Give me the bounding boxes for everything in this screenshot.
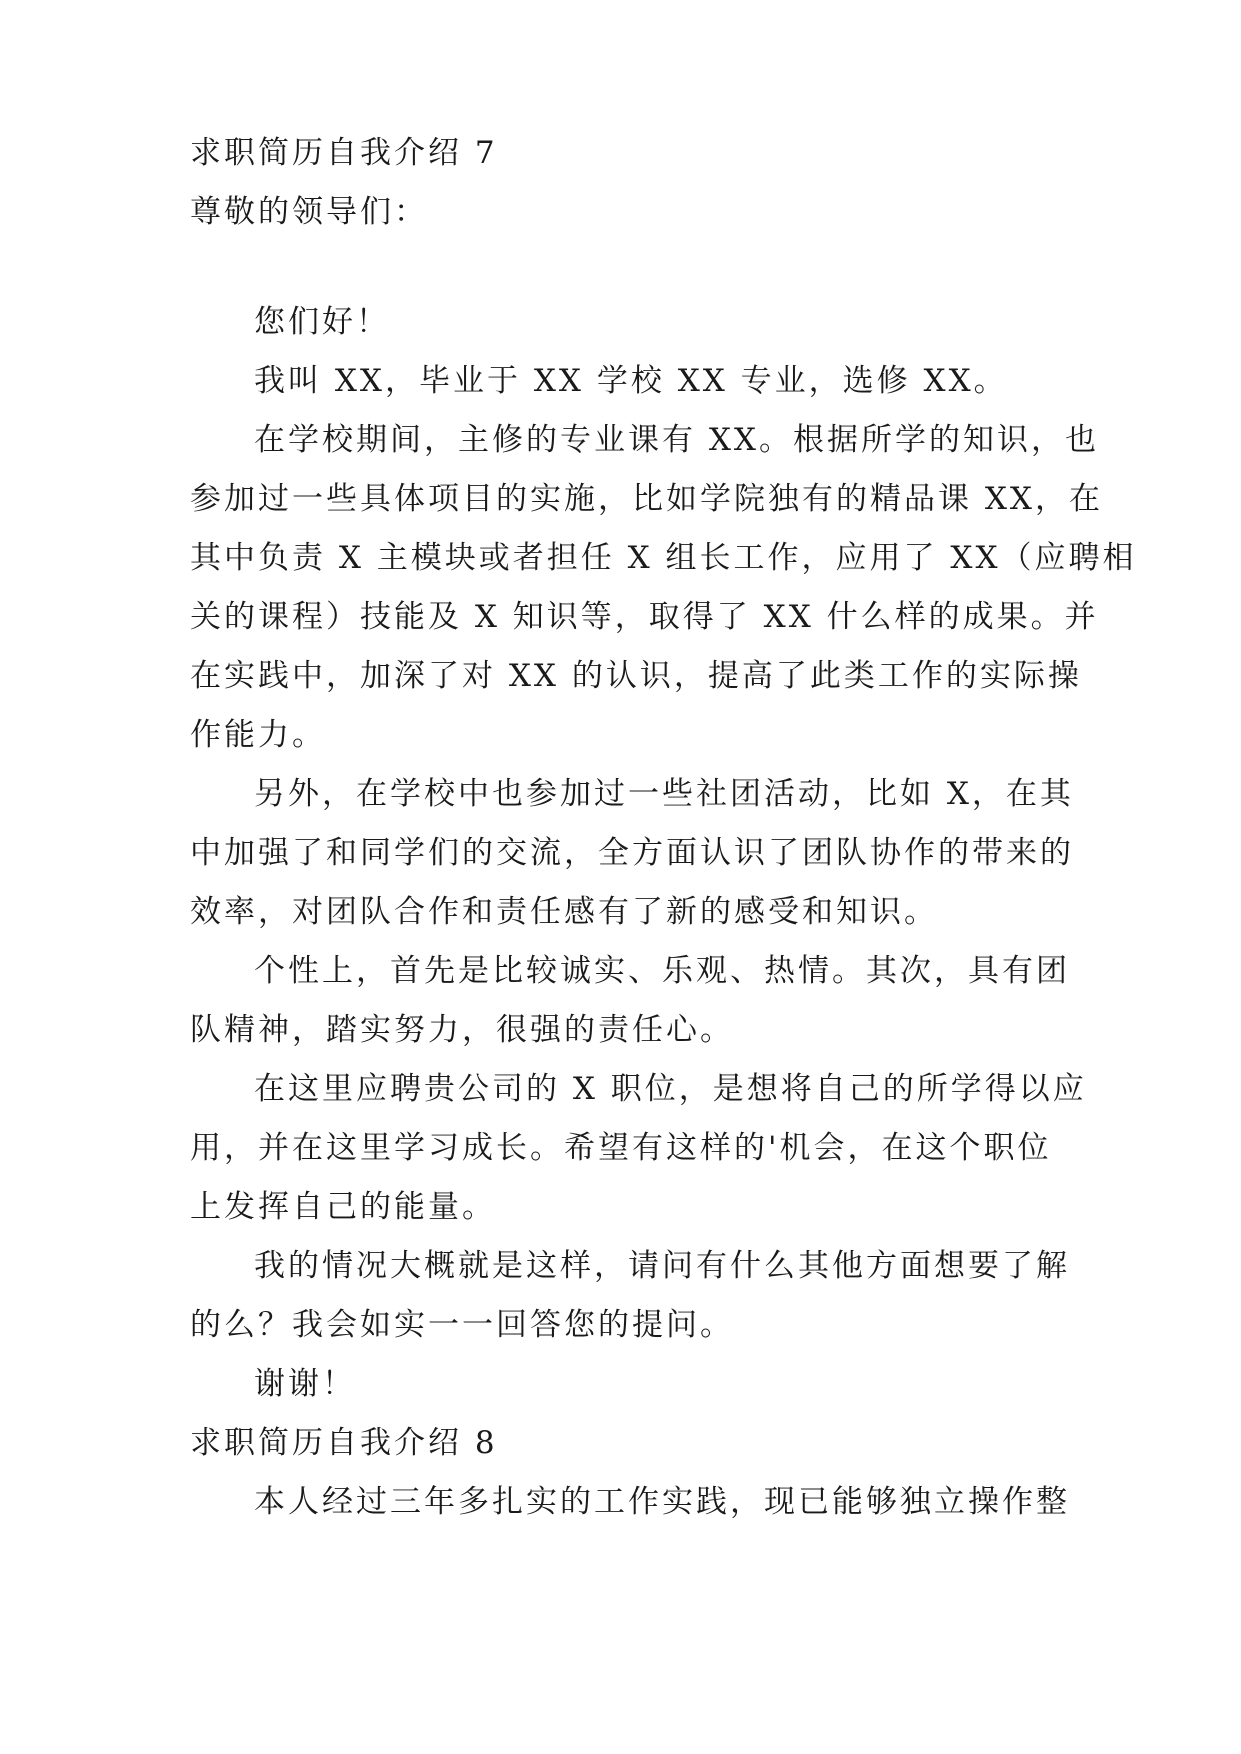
section-7	[190, 124, 1050, 242]
salutation: 尊敬的领导们：	[190, 194, 428, 230]
paragraph-line: 作能力。	[190, 717, 326, 753]
thanks-line: 谢谢！	[254, 1366, 356, 1402]
greeting: 您们好！	[254, 304, 390, 340]
paragraph-line: 的么？我会如实一一回答您的提问。	[190, 1307, 734, 1343]
paragraph-line: 其中负责 X 主模块或者担任 X 组长工作，应用了 XX（应聘相	[190, 540, 1137, 576]
intro-line: 我叫 XX，毕业于 XX 学校 XX 专业，选修 XX。	[254, 363, 1008, 399]
paragraph-line: 队精神，踏实努力，很强的责任心。	[190, 1012, 734, 1048]
paragraph-line: 本人经过三年多扎实的工作实践，现已能够独立操作整	[254, 1484, 1070, 1520]
paragraph-line: 上发挥自己的能量。	[190, 1189, 496, 1225]
paragraph-line: 参加过一些具体项目的实施，比如学院独有的精品课 XX，在	[190, 481, 1103, 517]
paragraph-line: 我的情况大概就是这样，请问有什么其他方面想要了解	[254, 1248, 1070, 1284]
paragraph-line: 在实践中，加深了对 XX 的认识，提高了此类工作的实际操	[190, 658, 1082, 694]
section-heading: 求职简历自我介绍 7	[190, 135, 498, 171]
paragraph-line: 个性上，首先是比较诚实、乐观、热情。其次，具有团	[254, 953, 1070, 989]
paragraph-line: 效率，对团队合作和责任感有了新的感受和知识。	[190, 894, 938, 930]
section-heading: 求职简历自我介绍 8	[190, 1425, 498, 1461]
paragraph-line: 另外，在学校中也参加过一些社团活动，比如 X，在其	[254, 776, 1074, 812]
paragraph-line: 关的课程）技能及 X 知识等，取得了 XX 什么样的成果。并	[190, 599, 1099, 635]
paragraph-line: 用，并在这里学习成长。希望有这样的'机会，在这个职位	[190, 1130, 1052, 1166]
paragraph-line: 在这里应聘贵公司的 X 职位，是想将自己的所学得以应	[254, 1071, 1087, 1107]
letter-body	[190, 293, 1137, 1532]
paragraph-line: 在学校期间，主修的专业课有 XX。根据所学的知识，也	[254, 422, 1099, 458]
paragraph-line: 中加强了和同学们的交流，全方面认识了团队协作的带来的	[190, 835, 1074, 871]
